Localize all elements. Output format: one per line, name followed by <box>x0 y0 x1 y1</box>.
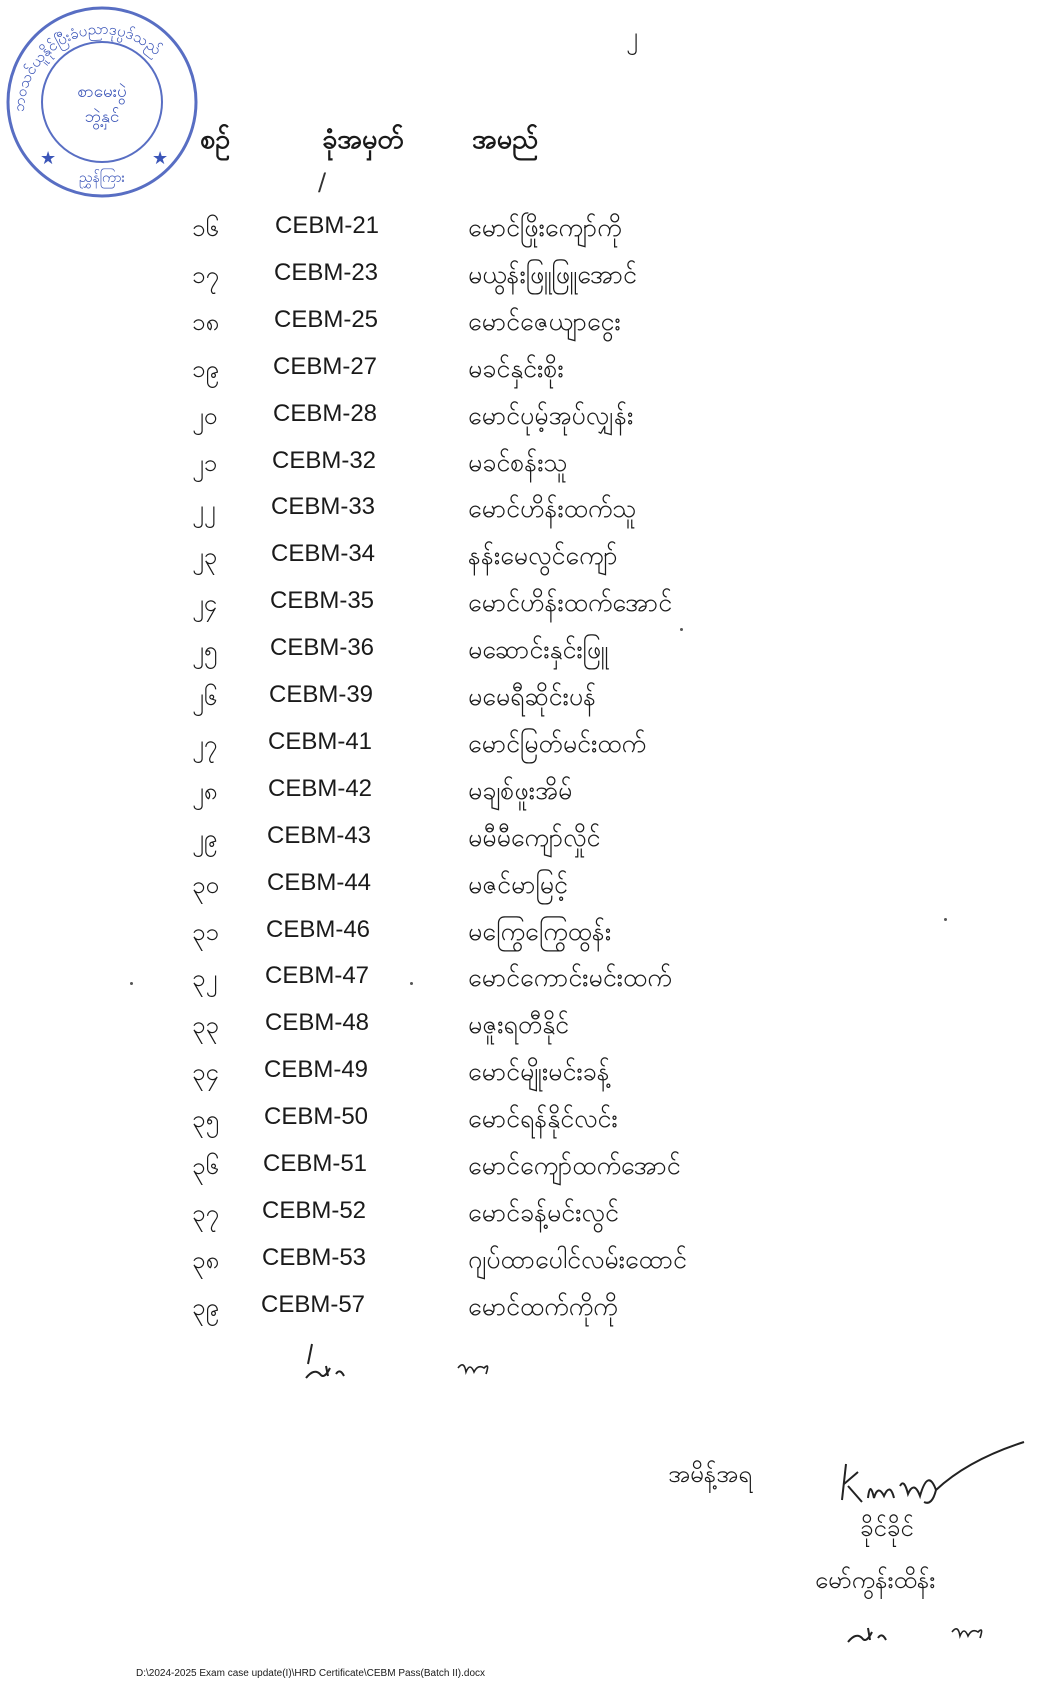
table-row <box>0 728 1046 768</box>
row-serial-no: ၂၆ <box>192 683 218 711</box>
page-number: ၂ <box>626 22 638 50</box>
row-roll-no: CEBM-33 <box>271 493 376 521</box>
row-serial-no: ၁၉ <box>192 354 219 383</box>
row-serial-no: ၂၅ <box>192 636 218 665</box>
seal-inner-line2: ဘွဲ့နှင် <box>84 107 120 127</box>
row-serial-no: ၂၁ <box>192 448 218 477</box>
table-row <box>0 306 1046 346</box>
row-roll-no: CEBM-46 <box>266 915 371 943</box>
table-row <box>0 540 1046 580</box>
table-row <box>0 1197 1046 1237</box>
row-name: မချစ်ဖူးအိမ် <box>468 775 573 805</box>
row-roll-no: CEBM-34 <box>271 540 376 568</box>
row-roll-no: CEBM-57 <box>261 1290 366 1318</box>
row-name: မခင်စန်းသူ <box>468 447 568 477</box>
row-roll-no: CEBM-36 <box>270 634 375 662</box>
row-name: မောင်ခန့်မင်းလွင် <box>468 1197 619 1227</box>
table-row <box>0 353 1046 393</box>
row-roll-no: CEBM-28 <box>273 399 378 427</box>
table-row <box>0 259 1046 299</box>
row-serial-no: ၃၅ <box>192 1105 219 1134</box>
row-serial-no: ၃၃ <box>192 1011 219 1040</box>
row-serial-no: ၂၈ <box>192 776 218 805</box>
row-name: မမီမီကျော်လှိုင် <box>468 822 601 852</box>
row-roll-no: CEBM-35 <box>270 587 375 615</box>
tick-mark: / <box>318 168 327 196</box>
official-seal-stamp <box>2 2 212 217</box>
table-header <box>0 122 1046 162</box>
table-row <box>0 493 1046 533</box>
table-row <box>0 1056 1046 1096</box>
row-roll-no: CEBM-42 <box>268 774 373 802</box>
row-roll-no: CEBM-48 <box>265 1009 370 1037</box>
header-name: အမည် <box>472 124 539 155</box>
officer-signature-block <box>660 1440 1046 1670</box>
row-roll-no: CEBM-23 <box>274 258 379 286</box>
row-name: မောင်ဟိန်းထက်အောင် <box>468 588 673 618</box>
row-name: မမေရီဆိုင်းပန် <box>468 682 597 711</box>
header-roll-no: ခုံအမှတ် <box>322 124 404 155</box>
row-serial-no: ၂၄ <box>192 589 218 618</box>
officer-name: ခိုင်ခိုင် <box>860 1514 914 1542</box>
row-roll-no: CEBM-32 <box>272 446 377 474</box>
table-row <box>0 587 1046 627</box>
row-serial-no: ၂၂ <box>192 495 216 524</box>
table-row <box>0 1244 1046 1284</box>
row-roll-no: CEBM-47 <box>265 962 370 990</box>
row-roll-no: CEBM-27 <box>273 352 378 380</box>
row-roll-no: CEBM-43 <box>267 821 372 849</box>
officer-role: အမိန့်အရ <box>668 1460 752 1488</box>
table-row <box>0 212 1046 252</box>
file-path-footer: D:\2024-2025 Exam case update(I)\HRD Certificate\CEBM Pass(Batch II).docx <box>136 1668 486 1679</box>
table-row <box>0 1103 1046 1143</box>
table-row <box>0 775 1046 815</box>
table-row <box>0 400 1046 440</box>
row-serial-no: ၃၀ <box>192 870 219 899</box>
row-name: မဇင်မာမြင့် <box>468 869 568 899</box>
row-roll-no: CEBM-51 <box>263 1150 368 1177</box>
row-serial-no: ၃၆ <box>192 1152 219 1180</box>
table-row <box>0 1009 1046 1049</box>
row-serial-no: ၁၆ <box>192 214 219 242</box>
row-roll-no: CEBM-41 <box>268 727 373 755</box>
row-name: မောင်ထက်ကိုကို <box>468 1291 618 1321</box>
table-row <box>0 822 1046 862</box>
seal-bottom-text: ညွှန်ကြား <box>78 170 126 186</box>
table-row <box>0 634 1046 674</box>
row-name: မကြွေကြွေထွန်း <box>468 916 612 946</box>
row-name: မဆောင်းနှင်းဖြူ <box>468 635 609 665</box>
row-name: မောင်မြတ်မင်းထက် <box>468 728 646 758</box>
row-name: မခင်နှင်းစိုး <box>468 353 564 383</box>
row-serial-no: ၃၇ <box>192 1198 219 1227</box>
table-row <box>0 447 1046 487</box>
row-serial-no: ၃၄ <box>192 1058 219 1087</box>
row-roll-no: CEBM-44 <box>267 868 372 896</box>
row-serial-no: ၂၀ <box>192 401 218 430</box>
initials-signature-mid <box>300 1338 500 1398</box>
row-serial-no: ၁၈ <box>192 307 220 336</box>
row-serial-no: ၂၉ <box>192 823 218 852</box>
handwritten-signature <box>828 1440 1028 1530</box>
row-roll-no: CEBM-52 <box>262 1196 367 1224</box>
row-serial-no: ၃၁ <box>192 917 219 946</box>
row-serial-no: ၃၂ <box>192 964 218 993</box>
row-name: မဇူးရတီနိုင် <box>468 1010 569 1040</box>
row-name: မယွန်းဖြူဖြူအောင် <box>468 259 637 289</box>
header-serial-no: စဉ် <box>200 124 231 155</box>
row-name: မောင်ဖြိုးကျော်ကို <box>468 213 622 242</box>
table-row <box>0 869 1046 909</box>
row-serial-no: ၂၇ <box>192 729 218 758</box>
officer-title: မော်ကွန်းထိန်း <box>815 1566 936 1594</box>
row-name: မောင်ကျော်ထက်အောင် <box>468 1151 681 1180</box>
row-name: မောင်ကောင်းမင်းထက် <box>468 963 672 993</box>
row-roll-no: CEBM-50 <box>264 1103 369 1131</box>
row-roll-no: CEBM-25 <box>274 305 379 333</box>
seal-outer-text: ဘဝသင်ယူနိုင်ပြီးခံပညာဒုပ္ပဒ်သည် <box>9 19 166 113</box>
seal-inner-line1: စာမေးပွဲ <box>77 82 127 102</box>
initials-signature-bottom <box>840 1608 1000 1658</box>
row-name: နန်းမေလွင်ကျော် <box>468 541 618 571</box>
table-row <box>0 962 1046 1002</box>
table-row <box>0 1291 1046 1331</box>
row-serial-no: ၃၈ <box>192 1245 220 1274</box>
row-name: မောင်မျိုးမင်းခန့် <box>468 1057 610 1087</box>
row-serial-no: ၂၃ <box>192 542 218 571</box>
row-name: မောင်ဟိန်းထက်သူ <box>468 494 637 524</box>
row-serial-no: ၃၉ <box>192 1292 219 1321</box>
row-roll-no: CEBM-39 <box>269 681 374 708</box>
table-row <box>0 1150 1046 1190</box>
row-name: မောင်ရန်နိုင်လင်း <box>468 1104 618 1134</box>
table-row <box>0 681 1046 721</box>
row-name: မောင်ဇေယျာငွေး <box>468 306 621 336</box>
svg-text:★: ★ <box>152 148 169 169</box>
row-roll-no: CEBM-21 <box>275 212 380 239</box>
row-name: ဂျပ်ထာပေါင်လမ်းထောင် <box>468 1244 687 1274</box>
row-roll-no: CEBM-53 <box>262 1243 367 1271</box>
svg-text:★: ★ <box>40 148 57 169</box>
table-row <box>0 916 1046 956</box>
row-name: မောင်ပုမ့်အုပ်လျှန်း <box>468 400 634 430</box>
row-roll-no: CEBM-49 <box>264 1056 369 1084</box>
row-serial-no: ၁၇ <box>192 260 219 289</box>
